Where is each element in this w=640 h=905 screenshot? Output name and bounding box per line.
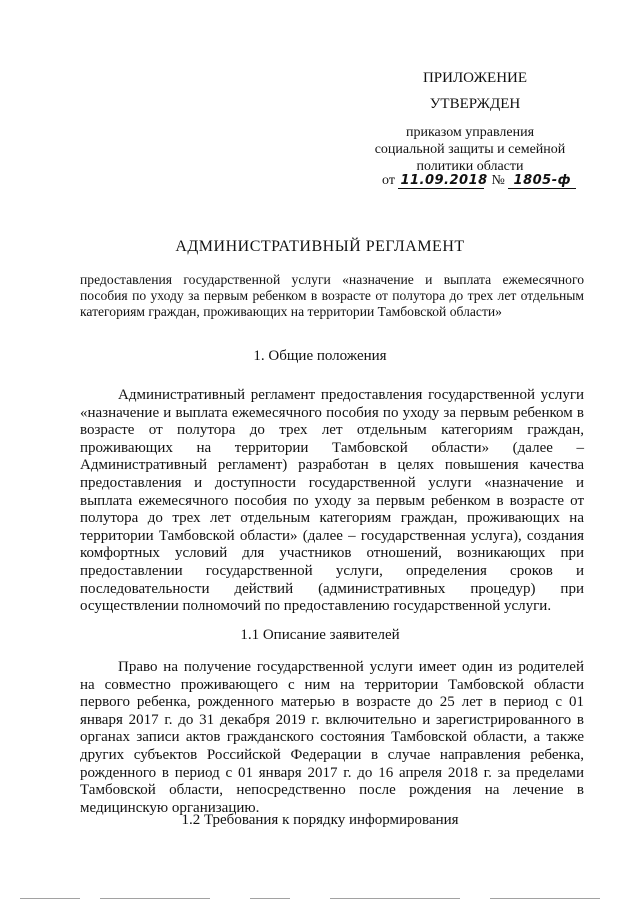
order-date: 11.09.2018	[400, 173, 488, 188]
order-number-label: №	[491, 173, 505, 188]
order-reference	[382, 173, 576, 189]
order-line-3: политики области	[416, 159, 524, 174]
document-subtitle: предоставления государственной услуги «назначение и выплата ежемесячного пособия по уходу за первым ребенком в возрасте от полутора до трех лет отдельным категориям граждан, проживающих на территории Тамбовской области»	[80, 272, 584, 319]
document-title: АДМИНИСТРАТИВНЫЙ РЕГЛАМЕНТ	[175, 238, 465, 255]
section-paragraph-general: Административный регламент предоставления государственной услуги «назначение и выплата ежемесячного пособия по уходу за первым ребенком в возрасте от полутора до трех лет отдельным категориям граждан, проживающих на территории Тамбовской области» (далее – Административный регламент) разработан в целях повышения качества предоставления и доступности государственной услуги «назначение и выплата ежемесячного пособия по уходу за первым ребенком в возрасте от полутора до трех лет отдельным категориям граждан, проживающих на территории Тамбовской области» (далее – государственная услуга), создания комфортных условий для участников отношений, возникающих при предоставлении государственной услуги, определения сроков и последовательности действий (административных процедур) при осуществлении полномочий по предоставлению государственной услуги.	[80, 387, 584, 615]
section-heading-applicants: 1.1 Описание заявителей	[240, 627, 400, 643]
scan-artifact	[330, 898, 460, 899]
scan-artifact	[20, 898, 80, 899]
section-heading-general: 1. Общие положения	[253, 348, 387, 364]
section-paragraph-applicants: Право на получение государственной услуги имеет один из родителей на совместно проживающего с ним на территории Тамбовской области первого ребенка, рожденного матерью в возрасте до 25 лет в период с 01 января 2017 г. до 31 декабря 2019 г. включительно и зарегистрированного в органах записи актов гражданского состояния Тамбовской области, а также других субъектов Российской Федерации в случае направления ребенка, рожденного в период с 01 января 2017 г. до 16 апреля 2018 г. за пределами Тамбовской области, непосредственно после рождения на лечение в медицинскую организацию.	[80, 659, 584, 816]
order-line-2: социальной защиты и семейной	[374, 142, 566, 157]
order-from-label: от	[382, 173, 395, 188]
section-heading-informing: 1.2 Требования к порядку информирования	[181, 812, 459, 828]
scan-artifact	[100, 898, 210, 899]
order-number: 1805-ф	[508, 173, 576, 189]
appendix-label: ПРИЛОЖЕНИЕ	[422, 70, 528, 86]
approved-label: УТВЕРЖДЕН	[429, 96, 521, 112]
order-line-1: приказом управления	[405, 125, 535, 140]
scan-artifact	[490, 898, 600, 899]
scan-artifact	[250, 898, 290, 899]
